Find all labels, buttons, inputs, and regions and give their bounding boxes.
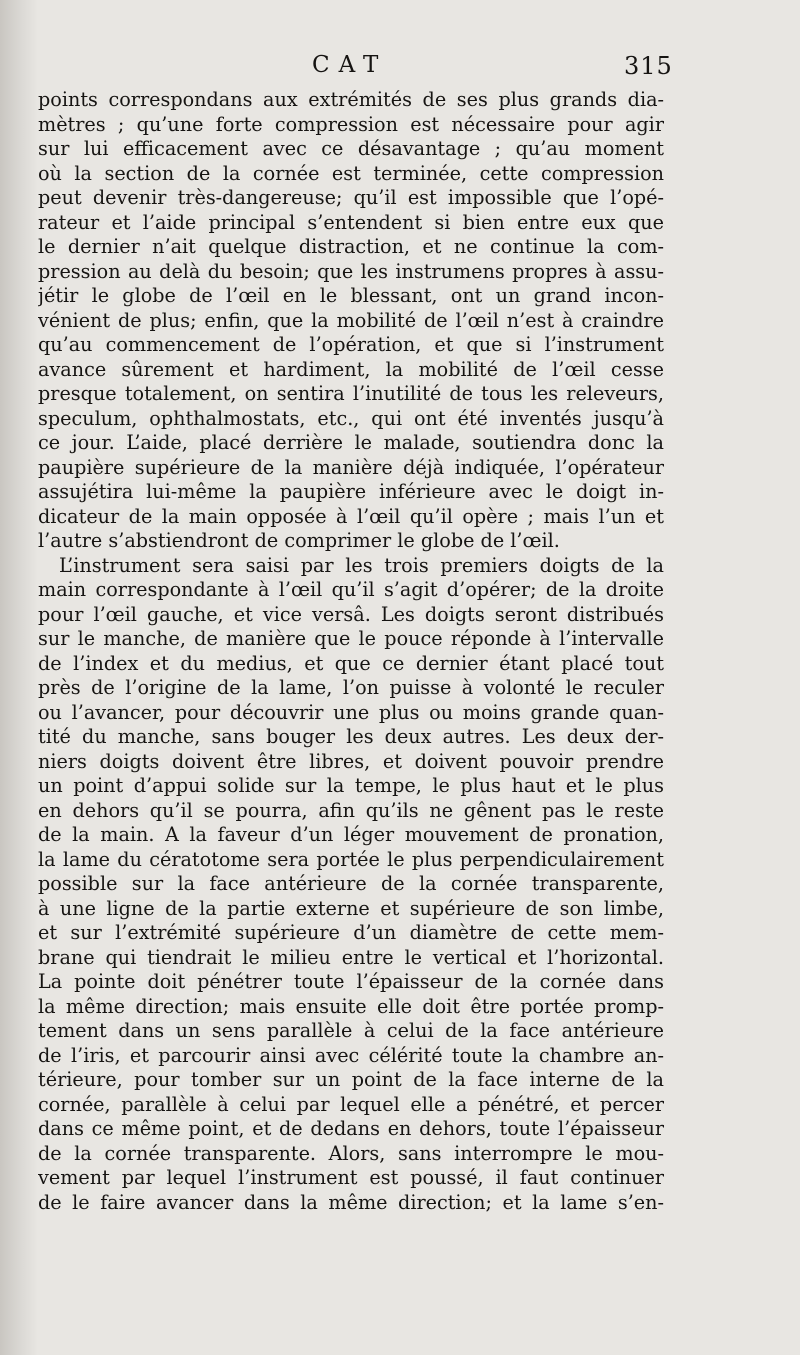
body-text: [38, 88, 664, 1215]
page-binding-shadow: [0, 0, 38, 1355]
text-line: où la section de la cornée est terminée, cette compression: [38, 161, 664, 185]
paragraph-end-line: l’autre s’abstiendront de comprimer le globe de l’œil.: [38, 529, 560, 552]
text-line: un point d’appui solide sur la tempe, le plus haut et le plus: [38, 774, 664, 797]
text-line: peut devenir très-dangereuse; qu’il est impossible que l’opé-: [38, 186, 664, 209]
text-line: de la cornée transparente. Alors, sans interrompre le mou-: [38, 1141, 664, 1165]
text-line: cornée, parallèle à celui par lequel elle a pénétré, et percer: [38, 1092, 664, 1116]
text-line: le dernier n’ait quelque distraction, et ne continue la com-: [38, 235, 664, 258]
text-line: niers doigts doivent être libres, et doivent pouvoir prendre: [38, 749, 664, 773]
text-line: pression au delà du besoin; que les instrumens propres à assu-: [38, 259, 664, 283]
text-line: et sur l’extrémité supérieure d’un diamètre de cette mem-: [38, 921, 664, 944]
text-line: assujétira lui-même la paupière inférieure avec le doigt in-: [38, 480, 664, 503]
page-header: [0, 52, 800, 86]
text-line: tité du manche, sans bouger les deux autres. Les deux der-: [38, 725, 664, 748]
text-line: points correspondans aux extrémités de ses plus grands dia-: [38, 88, 664, 111]
text-line: de l’iris, et parcourir ainsi avec célérité toute la chambre an-: [38, 1043, 664, 1067]
text-line: la même direction; mais ensuite elle doit être portée promp-: [38, 994, 664, 1018]
text-line: sur lui efficacement avec ce désavantage ; qu’au moment: [38, 137, 664, 160]
text-line: jétir le globe de l’œil en le blessant, ont un grand incon-: [38, 284, 664, 307]
text-line: presque totalement, on sentira l’inutilité de tous les releveurs,: [38, 382, 664, 405]
text-line: vénient de plus; enfin, que la mobilité de l’œil n’est à craindre: [38, 308, 664, 332]
text-line: paupière supérieure de la manière déjà indiquée, l’opérateur: [38, 455, 664, 479]
text-line: rateur et l’aide principal s’entendent si bien entre eux que: [38, 210, 664, 234]
text-line: possible sur la face antérieure de la cornée transparente,: [38, 872, 664, 895]
text-line: ce jour. L’aide, placé derrière le malade, soutiendra donc la: [38, 431, 664, 454]
text-line: mètres ; qu’une forte compression est nécessaire pour agir: [38, 112, 664, 136]
text-line: brane qui tiendrait le milieu entre le vertical et l’horizontal.: [38, 945, 664, 969]
text-line: la lame du cératotome sera portée le plus perpendiculairement: [38, 847, 664, 871]
paragraph-start-line: L’instrument sera saisi par les trois premiers doigts de la: [59, 553, 664, 577]
text-line: main correspondante à l’œil qu’il s’agit d’opérer; de la droite: [38, 578, 664, 601]
text-line: La pointe doit pénétrer toute l’épaisseur de la cornée dans: [38, 970, 664, 993]
text-line: près de l’origine de la lame, l’on puisse à volonté le reculer: [38, 676, 664, 699]
running-head: CAT: [312, 52, 388, 78]
text-line: ou l’avancer, pour découvrir une plus ou moins grande quan-: [38, 700, 664, 724]
text-line: térieure, pour tomber sur un point de la face interne de la: [38, 1068, 664, 1091]
text-line: de le faire avancer dans la même direction; et la lame s’en-: [38, 1190, 664, 1214]
text-line: avance sûrement et hardiment, la mobilité de l’œil cesse: [38, 357, 664, 381]
text-line: pour l’œil gauche, et vice versâ. Les doigts seront distribués: [38, 602, 664, 626]
text-line: dicateur de la main opposée à l’œil qu’il opère ; mais l’un et: [38, 504, 664, 528]
text-line: speculum, ophthalmostats, etc., qui ont été inventés jusqu’à: [38, 406, 664, 430]
text-line: qu’au commencement de l’opération, et que si l’instrument: [38, 333, 664, 356]
text-line: à une ligne de la partie externe et supérieure de son limbe,: [38, 896, 664, 920]
text-line: dans ce même point, et de dedans en dehors, toute l’épaisseur: [38, 1117, 664, 1140]
text-line: en dehors qu’il se pourra, afin qu’ils ne gênent pas le reste: [38, 798, 664, 822]
text-line: de la main. A la faveur d’un léger mouvement de pronation,: [38, 823, 664, 846]
text-line: de l’index et du medius, et que ce dernier étant placé tout: [38, 651, 664, 675]
text-line: tement dans un sens parallèle à celui de la face antérieure: [38, 1019, 664, 1042]
page-number: 315: [624, 52, 673, 80]
text-line: vement par lequel l’instrument est poussé, il faut continuer: [38, 1166, 664, 1189]
text-line: sur le manche, de manière que le pouce réponde à l’intervalle: [38, 627, 664, 650]
